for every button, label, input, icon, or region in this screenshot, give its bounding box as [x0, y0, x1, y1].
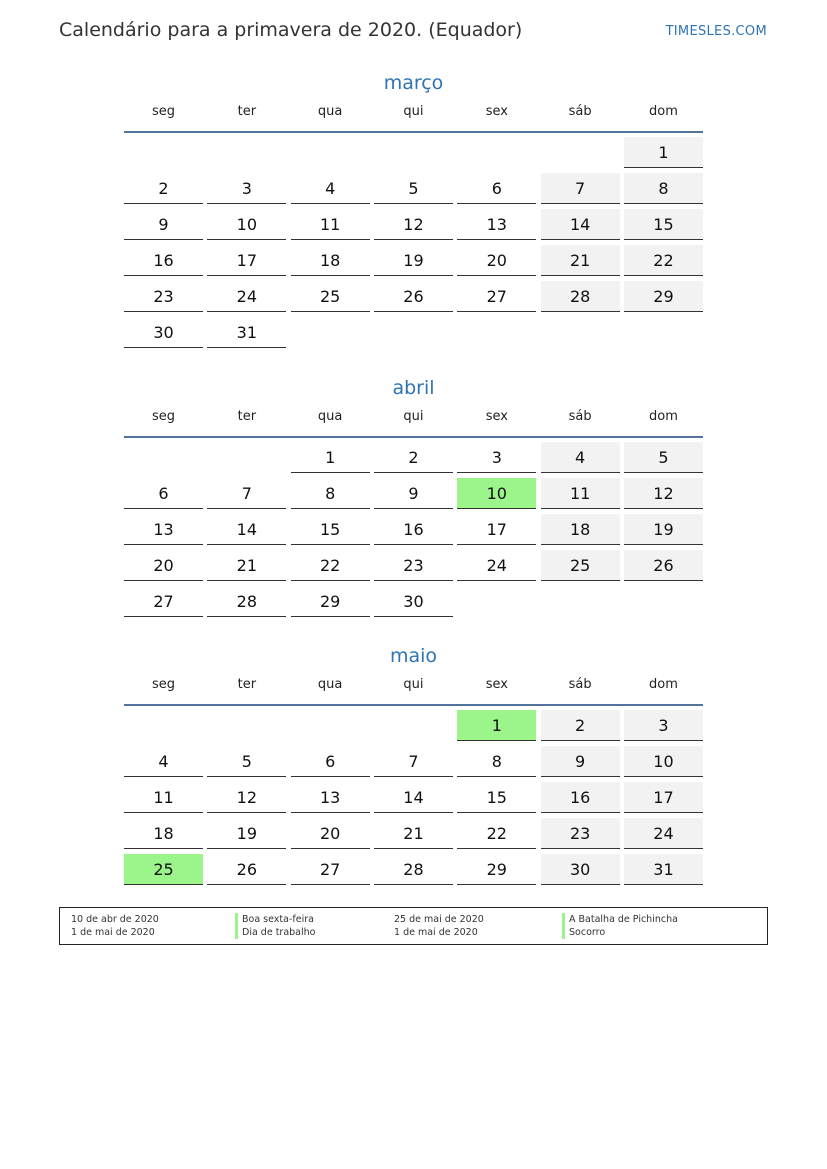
day-cell[interactable]: 31: [624, 854, 703, 885]
day-cell[interactable]: 25: [291, 281, 370, 312]
day-cell[interactable]: 5: [207, 746, 286, 777]
legend-dates-col-2: [394, 913, 484, 939]
day-cell[interactable]: 13: [124, 514, 203, 545]
weekday-label: dom: [649, 409, 678, 424]
day-cell[interactable]: 20: [124, 550, 203, 581]
month-may: [124, 642, 703, 890]
day-cell[interactable]: 11: [291, 209, 370, 240]
day-cell[interactable]: 28: [207, 586, 286, 617]
day-cell[interactable]: 18: [291, 245, 370, 276]
month-march: [124, 69, 703, 353]
empty-day-cell: [124, 137, 203, 168]
day-cell[interactable]: 26: [374, 281, 453, 312]
day-cell[interactable]: 30: [374, 586, 453, 617]
empty-day-cell: [207, 137, 286, 168]
day-cell[interactable]: 14: [541, 209, 620, 240]
day-cell[interactable]: 29: [457, 854, 536, 885]
day-cell[interactable]: 2: [541, 710, 620, 741]
day-cell[interactable]: 23: [124, 281, 203, 312]
empty-day-cell: [374, 710, 453, 741]
day-cell[interactable]: 8: [291, 478, 370, 509]
weekday-label: qua: [317, 677, 343, 692]
empty-day-cell: [457, 586, 536, 617]
day-cell[interactable]: 10: [624, 746, 703, 777]
day-cell[interactable]: 19: [207, 818, 286, 849]
day-cell[interactable]: 7: [207, 478, 286, 509]
weekday-label: seg: [151, 409, 176, 424]
legend-names-col-1: [235, 913, 315, 939]
day-cell[interactable]: 28: [374, 854, 453, 885]
day-cell[interactable]: 29: [624, 281, 703, 312]
day-cell[interactable]: 24: [207, 281, 286, 312]
legend-date: 10 de abr de 2020: [71, 914, 159, 925]
day-cell[interactable]: 9: [124, 209, 203, 240]
weekday-label: ter: [237, 409, 257, 424]
legend-date: 25 de mai de 2020: [394, 914, 484, 925]
day-cell[interactable]: 13: [291, 782, 370, 813]
weekday-label: qui: [403, 409, 424, 424]
empty-day-cell: [291, 710, 370, 741]
weekday-label: ter: [237, 677, 257, 692]
empty-day-cell: [207, 710, 286, 741]
weekday-label: qua: [317, 409, 343, 424]
day-cell[interactable]: 19: [374, 245, 453, 276]
weekday-label: dom: [649, 104, 678, 119]
month-name: maio: [389, 645, 438, 667]
empty-day-cell: [624, 586, 703, 617]
day-cell[interactable]: 31: [207, 317, 286, 348]
day-grid: [124, 133, 703, 353]
day-cell[interactable]: 21: [207, 550, 286, 581]
day-cell[interactable]: 18: [541, 514, 620, 545]
day-cell[interactable]: 27: [124, 586, 203, 617]
day-cell[interactable]: 10: [207, 209, 286, 240]
day-cell[interactable]: 3: [624, 710, 703, 741]
legend-date: 1 de mai de 2020: [71, 927, 155, 938]
day-grid: [124, 706, 703, 890]
weekday-label: sáb: [568, 409, 592, 424]
weekday-label: sex: [485, 104, 508, 119]
empty-day-cell: [124, 442, 203, 473]
day-cell[interactable]: 1: [624, 137, 703, 168]
day-cell[interactable]: 1: [291, 442, 370, 473]
day-cell[interactable]: 9: [541, 746, 620, 777]
day-cell[interactable]: 4: [291, 173, 370, 204]
legend-holiday-name: A Batalha de Pichincha: [562, 913, 678, 926]
day-cell[interactable]: 11: [124, 782, 203, 813]
day-cell[interactable]: 12: [207, 782, 286, 813]
day-cell[interactable]: 22: [291, 550, 370, 581]
empty-day-cell: [457, 137, 536, 168]
day-cell[interactable]: 21: [374, 818, 453, 849]
day-cell[interactable]: 5: [624, 442, 703, 473]
weekday-label: sáb: [568, 104, 592, 119]
day-cell[interactable]: 16: [124, 245, 203, 276]
day-cell[interactable]: 10: [457, 478, 536, 509]
day-cell[interactable]: 15: [457, 782, 536, 813]
day-cell[interactable]: 30: [541, 854, 620, 885]
day-cell[interactable]: 8: [457, 746, 536, 777]
empty-day-cell: [541, 586, 620, 617]
day-cell[interactable]: 24: [624, 818, 703, 849]
day-cell[interactable]: 2: [124, 173, 203, 204]
weekday-label: qui: [403, 104, 424, 119]
month-name: março: [383, 72, 444, 94]
day-cell[interactable]: 7: [374, 746, 453, 777]
month-april: [124, 374, 703, 622]
day-cell[interactable]: 12: [374, 209, 453, 240]
weekday-label: sáb: [568, 677, 592, 692]
day-cell[interactable]: 29: [291, 586, 370, 617]
legend-holiday-name: Boa sexta-feira: [235, 913, 315, 926]
day-cell[interactable]: 17: [457, 514, 536, 545]
day-cell[interactable]: 14: [207, 514, 286, 545]
weekday-header: [124, 406, 703, 438]
weekday-label: qua: [317, 104, 343, 119]
day-cell[interactable]: 25: [541, 550, 620, 581]
empty-day-cell: [374, 317, 453, 348]
day-cell[interactable]: 26: [207, 854, 286, 885]
day-grid: [124, 438, 703, 622]
empty-day-cell: [124, 710, 203, 741]
day-cell[interactable]: 12: [624, 478, 703, 509]
day-cell[interactable]: 6: [291, 746, 370, 777]
day-cell[interactable]: 22: [457, 818, 536, 849]
day-cell[interactable]: 23: [541, 818, 620, 849]
day-cell[interactable]: 16: [541, 782, 620, 813]
day-cell[interactable]: 9: [374, 478, 453, 509]
day-cell[interactable]: 23: [374, 550, 453, 581]
holiday-legend: [59, 907, 768, 945]
day-cell[interactable]: 4: [541, 442, 620, 473]
day-cell[interactable]: 3: [207, 173, 286, 204]
day-cell[interactable]: 20: [457, 245, 536, 276]
day-cell[interactable]: 27: [457, 281, 536, 312]
page-title: Calendário para a primavera de 2020. (Equador): [59, 19, 523, 41]
empty-day-cell: [207, 442, 286, 473]
weekday-header: [124, 674, 703, 706]
day-cell[interactable]: 22: [624, 245, 703, 276]
day-cell[interactable]: 27: [291, 854, 370, 885]
day-cell[interactable]: 5: [374, 173, 453, 204]
brand-link[interactable]: TIMESLES.COM: [665, 24, 767, 39]
day-cell[interactable]: 26: [624, 550, 703, 581]
day-cell[interactable]: 28: [541, 281, 620, 312]
day-cell[interactable]: 24: [457, 550, 536, 581]
day-cell[interactable]: 13: [457, 209, 536, 240]
day-cell[interactable]: 8: [624, 173, 703, 204]
day-cell[interactable]: 19: [624, 514, 703, 545]
day-cell[interactable]: 6: [457, 173, 536, 204]
empty-day-cell: [291, 317, 370, 348]
day-cell[interactable]: 18: [124, 818, 203, 849]
weekday-label: sex: [485, 409, 508, 424]
legend-names-col-2: [562, 913, 678, 939]
weekday-label: qui: [403, 677, 424, 692]
day-cell[interactable]: 30: [124, 317, 203, 348]
weekday-label: ter: [237, 104, 257, 119]
legend-holiday-name: Socorro: [562, 926, 678, 939]
weekday-label: seg: [151, 104, 176, 119]
day-cell[interactable]: 20: [291, 818, 370, 849]
day-cell[interactable]: 3: [457, 442, 536, 473]
empty-day-cell: [374, 137, 453, 168]
day-cell[interactable]: 2: [374, 442, 453, 473]
month-name: abril: [392, 377, 435, 399]
day-cell[interactable]: 1: [457, 710, 536, 741]
empty-day-cell: [541, 137, 620, 168]
day-cell[interactable]: 16: [374, 514, 453, 545]
weekday-label: seg: [151, 677, 176, 692]
empty-day-cell: [624, 317, 703, 348]
weekday-header: [124, 101, 703, 133]
day-cell[interactable]: 14: [374, 782, 453, 813]
day-cell[interactable]: 21: [541, 245, 620, 276]
day-cell[interactable]: 25: [124, 854, 203, 885]
legend-date: 1 de mai de 2020: [394, 927, 478, 938]
weekday-label: dom: [649, 677, 678, 692]
day-cell[interactable]: 17: [207, 245, 286, 276]
weekday-label: sex: [485, 677, 508, 692]
day-cell[interactable]: 15: [624, 209, 703, 240]
empty-day-cell: [457, 317, 536, 348]
empty-day-cell: [291, 137, 370, 168]
legend-dates-col-1: [71, 913, 159, 939]
day-cell[interactable]: 11: [541, 478, 620, 509]
day-cell[interactable]: 4: [124, 746, 203, 777]
legend-holiday-name: Dia de trabalho: [235, 926, 315, 939]
day-cell[interactable]: 17: [624, 782, 703, 813]
day-cell[interactable]: 6: [124, 478, 203, 509]
day-cell[interactable]: 7: [541, 173, 620, 204]
day-cell[interactable]: 15: [291, 514, 370, 545]
empty-day-cell: [541, 317, 620, 348]
